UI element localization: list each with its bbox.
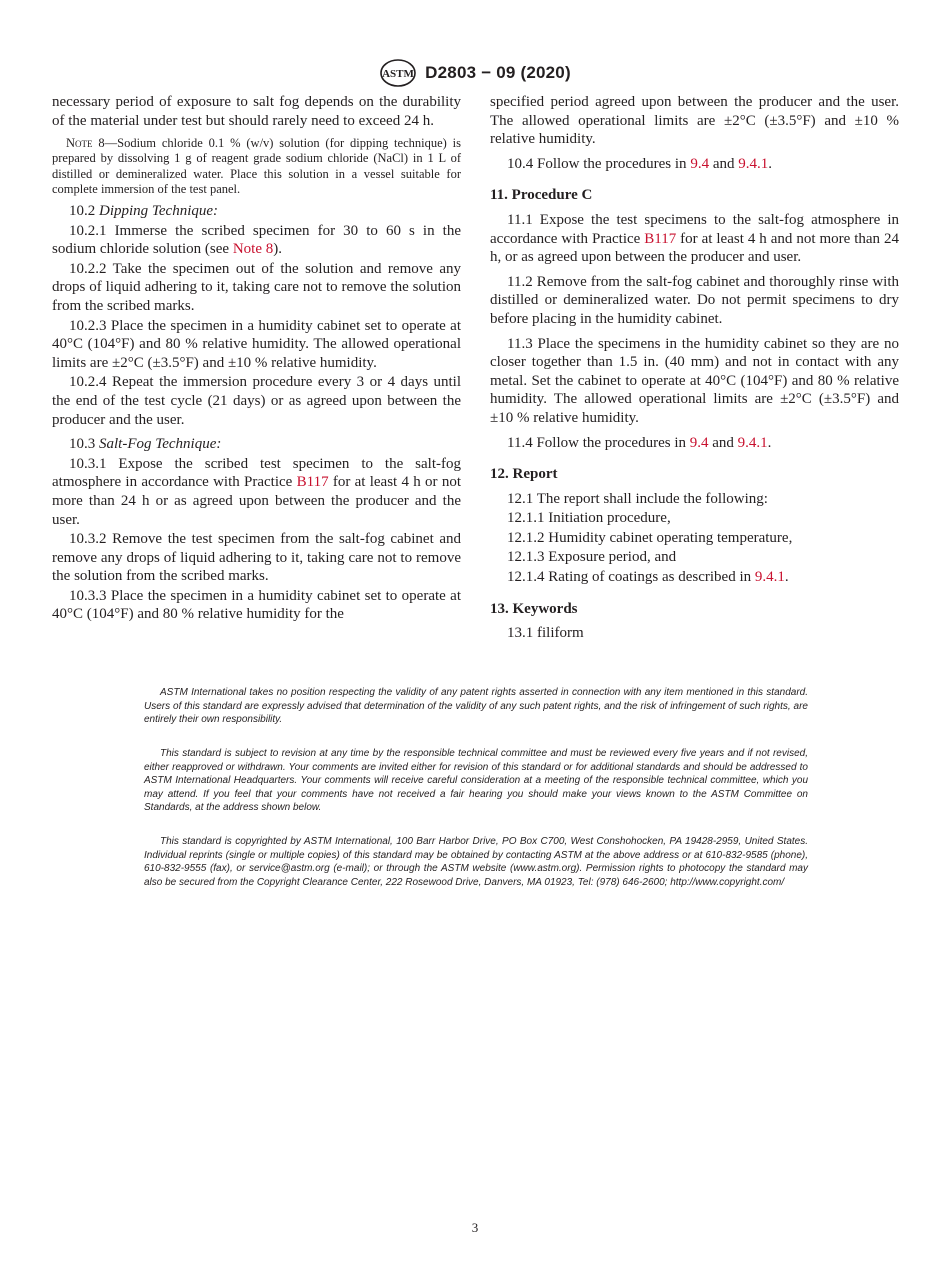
ref-9-4-1-link[interactable]: 9.4.1 (737, 434, 768, 451)
section-13-1: 13.1 filiform (507, 625, 584, 642)
section-12-1-4 (490, 568, 899, 587)
note-8 (52, 136, 461, 197)
ref-9-4-1-link[interactable]: 9.4.1 (738, 155, 769, 172)
section-10-2-3: 10.2.3 Place the specimen in a humidity cabinet set to operate at 40°C (104°F) and 80 % relative humidity. The allowed operational limits are ±2°C (±3.5°F) and ±10 % relative humidity. (52, 317, 461, 371)
period: . (768, 155, 772, 172)
astm-logo-icon (379, 58, 417, 88)
footer-patent-notice (144, 686, 808, 727)
section-10-3-3: 10.3.3 Place the specimen in a humidity cabinet set to operate at 40°C (104°F) and 80 % relative humidity for the (52, 587, 461, 623)
period: . (767, 434, 772, 451)
footer-revision-notice (144, 747, 808, 815)
section-12-1-1: 12.1.1 Initiation procedure, (507, 510, 671, 527)
right-column (490, 93, 899, 644)
note-text: 8—Sodium chloride 0.1 % (w/v) solution (for dipping technique) is prepared by dissolving 1 g of reagent grade sodium chloride (NaCl) in 1 L of distilled or demineralized water. Place this solution in a vessel suitable for complete immersion of the test panel. (52, 136, 461, 196)
and-text: and (709, 155, 739, 172)
note-8-link[interactable]: Note 8 (232, 241, 274, 258)
section-10-2-1 (52, 222, 461, 259)
b117-link[interactable]: B117 (644, 230, 677, 247)
footer-copyright-notice (144, 835, 808, 889)
section-number: 10.3 (69, 436, 99, 453)
footer-text: This standard is copyrighted by ASTM International, 100 Barr Harbor Drive, PO Box C700, West Conshohocken, PA 19428-2959, United States. Individual reprints (single or multiple copies) of this standard may be obtained by contacting ASTM at the above address or at 610-832-9585 (phone), 610-832-9555 (fax), or service@astm.org (e-mail); or through the ASTM website (www.astm.org). Permission rights to photocopy the standard may also be secured from the Copyright Clearance Center, 222 Rosewood Drive, Danvers, MA 01923, Tel: (978) 646-2600; http://www.copyright.com/ (144, 836, 808, 888)
section-text: 10.3.1 Expose the scribed test specimen to the salt-fog atmosphere in accordance with Practice (52, 455, 461, 491)
section-text: 11.1 Expose the test specimens to the salt-fog atmosphere in accordance with Practice (490, 211, 899, 247)
page-number: 3 (471, 1220, 479, 1235)
b117-link[interactable]: B117 (296, 474, 329, 491)
paragraph-continued: necessary period of exposure to salt fog depends on the durability of the material under test but should rarely need to exceed 24 h. (52, 94, 461, 129)
section-11-1 (490, 211, 899, 267)
paragraph-continued: specified period agreed upon between the producer and the user. The allowed operational limits are ±2°C (±3.5°F) and ±10 % relative humidity. (490, 94, 899, 148)
section-11-4 (490, 434, 899, 453)
section-10-2 (52, 202, 461, 221)
footer-text: ASTM International takes no position respecting the validity of any patent rights asserted in connection with any item mentioned in this standard. Users of this standard are expressly advised that determination of the validity of any such patent rights, and the risk of infringement of such rights, are entirely their own responsibility. (144, 687, 808, 726)
section-12-1-2: 12.1.2 Humidity cabinet operating temperature, (507, 529, 793, 546)
section-text: 10.2.1 Immerse the scribed specimen for 30 to 60 s in the sodium chloride solution (see (52, 222, 461, 258)
heading-keywords: 13. Keywords (490, 600, 578, 617)
period: . (784, 569, 789, 586)
ref-9-4-1-link[interactable]: 9.4.1 (754, 569, 785, 586)
section-12-1: 12.1 The report shall include the following: (507, 490, 768, 507)
section-10-3-1 (52, 455, 461, 529)
section-10-3 (52, 435, 461, 454)
section-10-3-2: 10.3.2 Remove the test specimen from the salt-fog cabinet and remove any drops of liquid adhering to it, taking care not to remove the solution from the scribed marks. (52, 531, 461, 585)
section-12-1-3: 12.1.3 Exposure period, and (507, 549, 677, 566)
footer-text: This standard is subject to revision at any time by the responsible technical committee and must be reviewed every five years and if not revised, either reapproved or withdrawn. Your comments are invited either for revision of this standard or for additional standards and should be addressed to ASTM International Headquarters. Your comments will receive careful consideration at a meeting of the responsible technical committee, which you may attend. If you feel that your comments have not received a fair hearing you should make your views known to the ASTM Committee on Standards, at the address shown below. (144, 748, 808, 814)
heading-report: 12. Report (490, 466, 558, 483)
section-text: 12.1.4 Rating of coatings as described in (507, 569, 755, 586)
heading-procedure-c: 11. Procedure C (490, 187, 593, 204)
ref-9-4-link[interactable]: 9.4 (690, 155, 710, 172)
and-text: and (708, 434, 738, 451)
section-number: 10.2 (69, 203, 99, 219)
section-text: 11.4 Follow the procedures in (507, 434, 690, 451)
section-10-2-2: 10.2.2 Take the specimen out of the solution and remove any drops of liquid adhering to it, taking care not to remove the solution from the scribed marks. (52, 260, 461, 314)
section-text-end: for at least 4 h or not more than 24 h or as agreed upon between the producer and the user. (52, 474, 461, 528)
left-column (52, 93, 461, 625)
svg-text:ASTM: ASTM (382, 68, 415, 80)
standard-designation: D2803 − 09 (2020) (425, 63, 571, 82)
section-title: Salt-Fog Technique: (99, 436, 222, 453)
section-text-end: for at least 4 h and not more than 24 h, or as agreed upon between the producer and user. (490, 230, 899, 266)
ref-9-4-link[interactable]: 9.4 (689, 434, 709, 451)
section-11-2: 11.2 Remove from the salt-fog cabinet and thoroughly rinse with distilled or demineralized water. Do not permit specimens to dry before placing in the humidity cabinet. (490, 273, 899, 327)
section-10-2-4: 10.2.4 Repeat the immersion procedure every 3 or 4 days until the end of the test cycle (21 days) or as agreed upon between the producer and the user. (52, 374, 461, 428)
page-header (0, 58, 950, 93)
section-11-3: 11.3 Place the specimens in the humidity cabinet so they are no closer together than 1.5 in. (40 mm) and not in contact with any metal. Set the cabinet to operate at 40°C (104°F) and 80 % relative humidity. The allowed operational limits are ±2°C (±3.5°F) and ±10 % relative humidity. (490, 335, 899, 426)
section-10-4 (490, 155, 899, 174)
section-text: 10.4 Follow the procedures in (507, 155, 691, 172)
section-title: Dipping Technique: (99, 203, 219, 219)
section-text-end: ). (273, 241, 282, 258)
note-label: Note (66, 136, 93, 151)
